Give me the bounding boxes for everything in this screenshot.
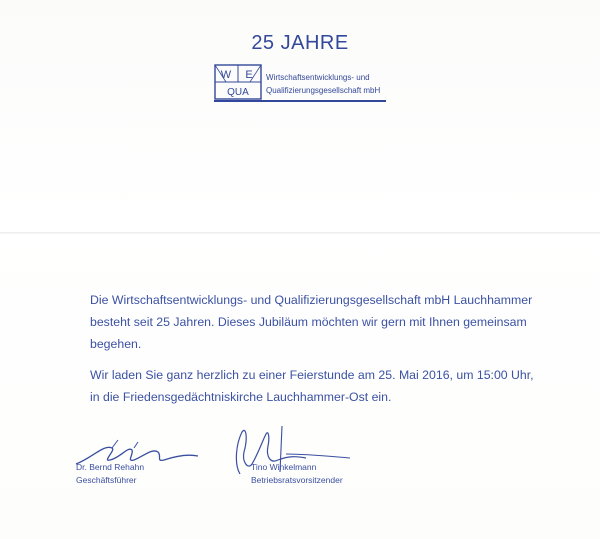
paragraph-1-line-3: begehen. — [90, 337, 142, 351]
signer-left-name: Dr. Bernd Rehahn — [76, 462, 145, 472]
logo-letter-e: E — [245, 69, 253, 81]
company-logo — [214, 64, 386, 102]
logo-letters-qua: QUA — [227, 87, 249, 98]
logo-underline — [214, 100, 386, 102]
signer-left-role: Geschäftsführer — [76, 475, 137, 485]
paragraph-2-line-2: in die Friedensgedächtniskirche Lauchhammer-Ost ein. — [90, 390, 392, 404]
signer-right-role: Betriebsratsvorsitzender — [251, 475, 343, 485]
logo-company-line2: Qualifizierungsgesellschaft mbH — [266, 86, 381, 95]
wequa-logo-mark — [214, 64, 262, 100]
card-fold-line — [0, 232, 600, 234]
logo-company-line1: Wirtschaftsentwicklungs- und — [266, 73, 370, 82]
signature-block-left — [76, 461, 144, 487]
anniversary-title: 25 JAHRE — [251, 32, 349, 54]
invitation-text — [90, 289, 560, 408]
paragraph-1-line-1: Die Wirtschaftsentwicklungs- und Qualifizierungsgesellschaft mbH Lauchhammer — [90, 293, 533, 307]
signature-block-right — [251, 461, 343, 487]
signer-right-name: Tino Winkelmann — [251, 462, 317, 472]
paragraph-1-line-2: besteht seit 25 Jahren. Dieses Jubiläum möchten wir gern mit Ihnen gemeinsam — [90, 315, 527, 329]
logo-letter-w: W — [220, 69, 232, 81]
paragraph-2-line-1: Wir laden Sie ganz herzlich zu einer Feierstunde am 25. Mai 2016, um 15:00 Uhr, — [90, 368, 534, 382]
